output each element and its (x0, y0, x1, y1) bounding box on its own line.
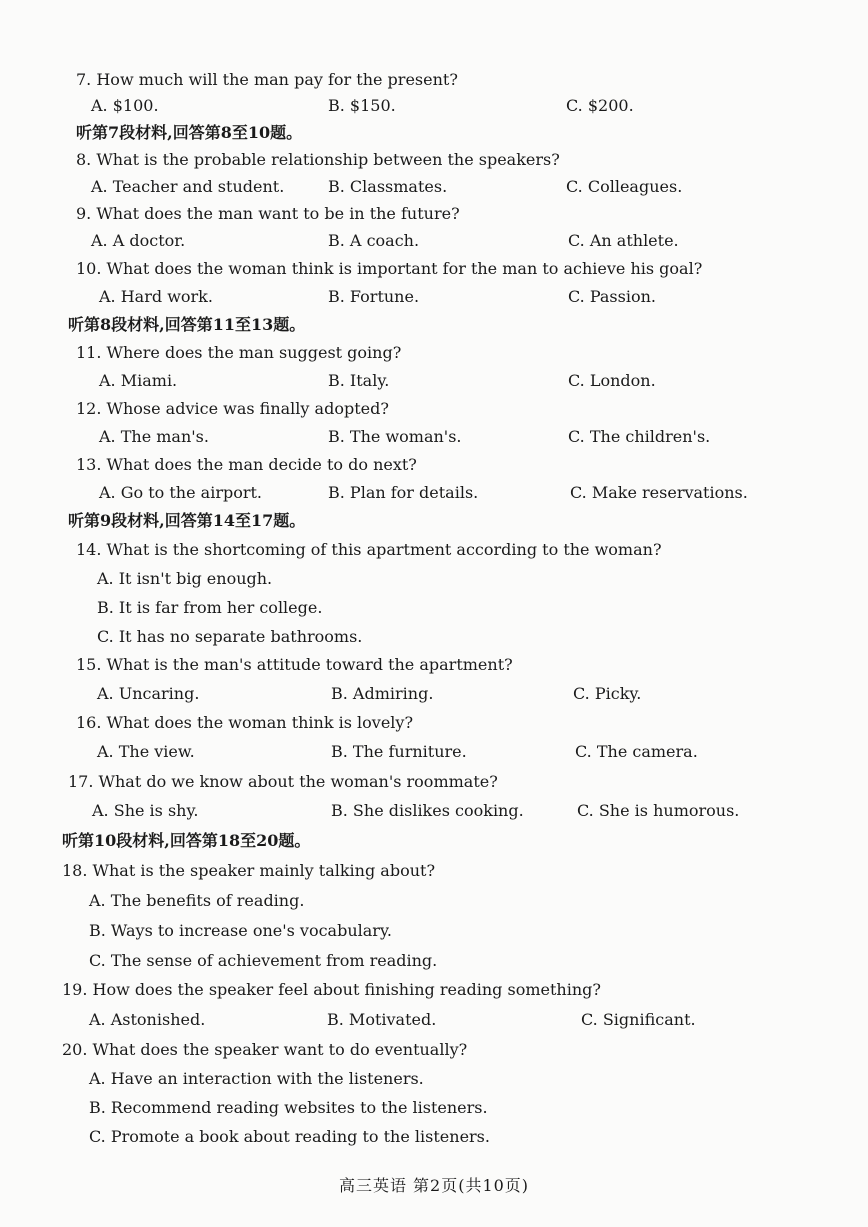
option-20c: C. Promote a book about reading to the listeners. (89, 1127, 490, 1146)
option-8c: C. Colleagues. (566, 177, 683, 196)
question-8: 8. What is the probable relationship between the speakers? (76, 150, 560, 169)
option-15c: C. Picky. (573, 684, 642, 703)
option-11b: B. Italy. (328, 371, 390, 390)
question-15: 15. What is the man's attitude toward the apartment? (76, 655, 513, 674)
option-16c: C. The camera. (575, 742, 698, 761)
section-9-heading: 听第9段材料,回答第14至17题。 (68, 511, 306, 530)
option-17b: B. She dislikes cooking. (331, 801, 524, 820)
option-18b: B. Ways to increase one's vocabulary. (89, 921, 392, 940)
question-11: 11. Where does the man suggest going? (76, 343, 402, 362)
option-18c: C. The sense of achievement from reading. (89, 951, 438, 970)
option-16b: B. The furniture. (331, 742, 467, 761)
question-13: 13. What does the man decide to do next? (76, 455, 417, 474)
option-19b: B. Motivated. (327, 1010, 437, 1029)
option-8b: B. Classmates. (328, 177, 448, 196)
option-7b: B. $150. (328, 96, 396, 115)
option-13b: B. Plan for details. (328, 483, 479, 502)
option-7a: A. $100. (91, 96, 159, 115)
option-17c: C. She is humorous. (577, 801, 740, 820)
option-15a: A. Uncaring. (97, 684, 200, 703)
option-19a: A. Astonished. (89, 1010, 206, 1029)
question-9: 9. What does the man want to be in the future? (76, 204, 460, 223)
question-14: 14. What is the shortcoming of this apartment according to the woman? (76, 540, 662, 559)
question-12: 12. Whose advice was finally adopted? (76, 399, 389, 418)
page-footer: 高三英语 第2页(共10页) (338, 1176, 530, 1195)
option-17a: A. She is shy. (92, 801, 199, 820)
option-9a: A. A doctor. (91, 231, 186, 250)
question-20: 20. What does the speaker want to do eventually? (62, 1040, 468, 1059)
question-7: 7. How much will the man pay for the present? (76, 70, 458, 89)
section-10-heading: 听第10段材料,回答第18至20题。 (62, 831, 311, 850)
option-20b: B. Recommend reading websites to the listeners. (89, 1098, 488, 1117)
option-13c: C. Make reservations. (570, 483, 748, 502)
question-16: 16. What does the woman think is lovely? (76, 713, 414, 732)
option-14b: B. It is far from her college. (97, 598, 323, 617)
option-12c: C. The children's. (568, 427, 711, 446)
option-8a: A. Teacher and student. (91, 177, 285, 196)
option-10b: B. Fortune. (328, 287, 420, 306)
option-14a: A. It isn't big enough. (97, 569, 273, 588)
option-11a: A. Miami. (99, 371, 178, 390)
option-13a: A. Go to the airport. (99, 483, 263, 502)
option-19c: C. Significant. (581, 1010, 696, 1029)
option-10c: C. Passion. (568, 287, 656, 306)
option-9c: C. An athlete. (568, 231, 679, 250)
question-10: 10. What does the woman think is important for the man to achieve his goal? (76, 259, 703, 278)
question-17: 17. What do we know about the woman's roommate? (68, 772, 498, 791)
option-12b: B. The woman's. (328, 427, 462, 446)
section-8-heading: 听第8段材料,回答第11至13题。 (68, 315, 306, 334)
option-15b: B. Admiring. (331, 684, 434, 703)
question-18: 18. What is the speaker mainly talking about? (62, 861, 436, 880)
section-7-heading: 听第7段材料,回答第8至10题。 (76, 123, 303, 142)
option-18a: A. The benefits of reading. (89, 891, 305, 910)
option-20a: A. Have an interaction with the listeners. (89, 1069, 424, 1088)
question-19: 19. How does the speaker feel about finishing reading something? (62, 980, 601, 999)
option-7c: C. $200. (566, 96, 634, 115)
option-12a: A. The man's. (99, 427, 209, 446)
option-14c: C. It has no separate bathrooms. (97, 627, 363, 646)
option-11c: C. London. (568, 371, 656, 390)
option-16a: A. The view. (97, 742, 195, 761)
option-10a: A. Hard work. (99, 287, 213, 306)
option-9b: B. A coach. (328, 231, 420, 250)
